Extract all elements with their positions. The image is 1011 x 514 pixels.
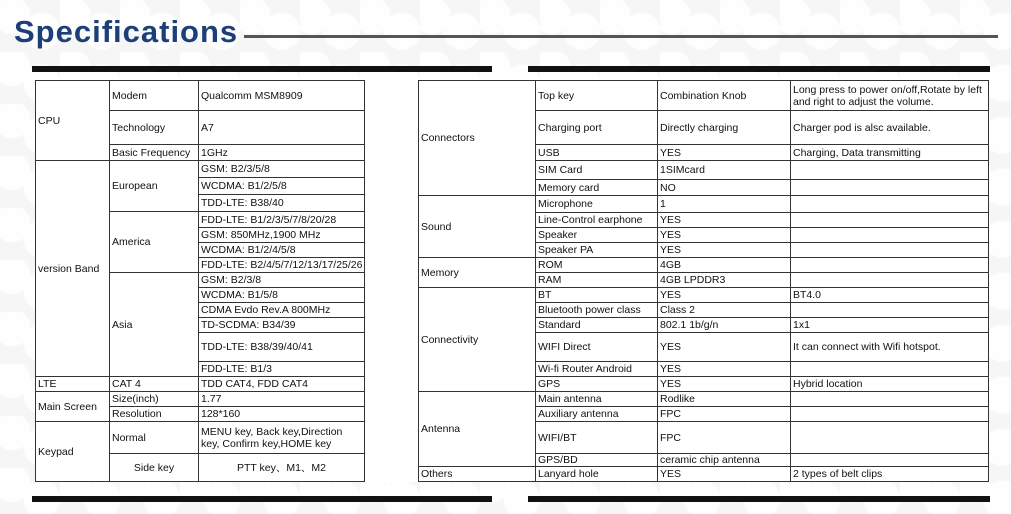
spec-name: Top key [536,81,658,111]
spec-note: Hybrid location [791,377,989,392]
connectors-label: Connectors [419,81,536,196]
spec-value: Rodlike [658,392,791,407]
band-value: WCDMA: B1/2/4/5/8 [199,243,365,258]
spec-note [791,407,989,422]
band-value: CDMA Evdo Rev.A 800MHz [199,303,365,318]
right-spec-table [418,80,989,482]
spec-value: FPC [658,422,791,454]
spec-value: YES [658,228,791,243]
others-label: Others [419,467,536,482]
spec-note: 2 types of belt clips [791,467,989,482]
lte-value: TDD CAT4, FDD CAT4 [199,377,365,392]
spec-name: Line-Control earphone [536,213,658,228]
spec-name: Auxiliary antenna [536,407,658,422]
spec-note: Charging, Data transmitting [791,145,989,161]
spec-note [791,392,989,407]
spec-name: GPS/BD [536,454,658,467]
spec-note [791,454,989,467]
technology-value: A7 [199,111,365,145]
cpu-label: CPU [36,81,110,161]
european-label: European [110,161,199,212]
spec-note [791,196,989,213]
spec-note [791,161,989,180]
spec-name: Bluetooth power class [536,303,658,318]
band-value: WCDMA: B1/5/8 [199,288,365,303]
spec-note: It can connect with Wifi hotspot. [791,333,989,362]
spec-value: YES [658,467,791,482]
frequency-label: Basic Frequency [110,145,199,161]
spec-value: 4GB LPDDR3 [658,273,791,288]
spec-value: YES [658,213,791,228]
side-key-value: PTT key、M1、M2 [199,454,365,482]
spec-value: NO [658,180,791,196]
band-value: TDD-LTE: B38/39/40/41 [199,333,365,362]
left-top-bar [32,66,492,72]
band-value: FDD-LTE: B2/4/5/7/12/13/17/25/26 [199,258,365,273]
spec-value: 1SIMcard [658,161,791,180]
left-spec-table [35,80,419,482]
lte-sub: CAT 4 [110,377,199,392]
spec-value: YES [658,288,791,303]
page-title: Specifications [14,14,239,49]
connectivity-label: Connectivity [419,288,536,392]
spec-note [791,228,989,243]
spec-name: Standard [536,318,658,333]
sound-label: Sound [419,196,536,258]
band-value: TDD-LTE: B38/40 [199,195,365,212]
spec-name: Speaker PA [536,243,658,258]
frequency-value: 1GHz [199,145,365,161]
spec-value: YES [658,145,791,161]
spec-value: YES [658,362,791,377]
spec-name: Lanyard hole [536,467,658,482]
lte-label: LTE [36,377,110,392]
side-key-label: Side key [110,454,199,482]
column-gap [365,81,419,482]
right-bottom-bar [528,496,990,502]
antenna-label: Antenna [419,392,536,467]
spec-name: Main antenna [536,392,658,407]
band-value: GSM: B2/3/5/8 [199,161,365,178]
spec-name: USB [536,145,658,161]
spec-name: WIFI/BT [536,422,658,454]
size-value: 1.77 [199,392,365,407]
band-value: GSM: B2/3/8 [199,273,365,288]
spec-note: Charger pod is alsc available. [791,111,989,145]
band-label: version Band [36,161,110,377]
left-bottom-bar [32,496,492,502]
spec-note [791,213,989,228]
resolution-label: Resolution [110,407,199,422]
spec-name: GPS [536,377,658,392]
spec-name: Speaker [536,228,658,243]
spec-name: Microphone [536,196,658,213]
size-label: Size(inch) [110,392,199,407]
band-value: FDD-LTE: B1/2/3/5/7/8/20/28 [199,212,365,228]
spec-name: Wi-fi Router Android [536,362,658,377]
spec-value: Combination Knob [658,81,791,111]
spec-name: RAM [536,273,658,288]
normal-key-label: Normal [110,422,199,454]
spec-note: BT4.0 [791,288,989,303]
right-top-bar [528,66,990,72]
modem-value: Qualcomm MSM8909 [199,81,365,111]
spec-note: 1x1 [791,318,989,333]
band-value: GSM: 850MHz,1900 MHz [199,228,365,243]
asia-label: Asia [110,273,199,377]
spec-note [791,243,989,258]
spec-value: 1 [658,196,791,213]
spec-value: YES [658,377,791,392]
spec-note [791,258,989,273]
spec-value: 802.1 1b/g/n [658,318,791,333]
spec-name: SIM Card [536,161,658,180]
spec-note [791,273,989,288]
memory-label: Memory [419,258,536,288]
spec-note [791,303,989,318]
america-label: America [110,212,199,273]
spec-value: Directly charging [658,111,791,145]
band-value: WCDMA: B1/2/5/8 [199,178,365,195]
spec-value: FPC [658,407,791,422]
resolution-value: 128*160 [199,407,365,422]
spec-name: ROM [536,258,658,273]
keypad-label: Keypad [36,422,110,482]
spec-note: Long press to power on/off,Rotate by left and right to adjust the volume. [791,81,989,111]
spec-value: Class 2 [658,303,791,318]
spec-value: YES [658,243,791,258]
technology-label: Technology [110,111,199,145]
spec-value: YES [658,333,791,362]
main-screen-label: Main Screen [36,392,110,422]
spec-name: Memory card [536,180,658,196]
spec-value: 4GB [658,258,791,273]
spec-name: WIFI Direct [536,333,658,362]
title-rule [244,35,998,38]
normal-key-value: MENU key, Back key,Direction key, Confirm key,HOME key [199,422,365,454]
spec-value: ceramic chip antenna [658,454,791,467]
modem-label: Modem [110,81,199,111]
spec-name: BT [536,288,658,303]
spec-note [791,422,989,454]
band-value: FDD-LTE: B1/3 [199,362,365,377]
spec-note [791,180,989,196]
spec-name: Charging port [536,111,658,145]
band-value: TD-SCDMA: B34/39 [199,318,365,333]
spec-note [791,362,989,377]
